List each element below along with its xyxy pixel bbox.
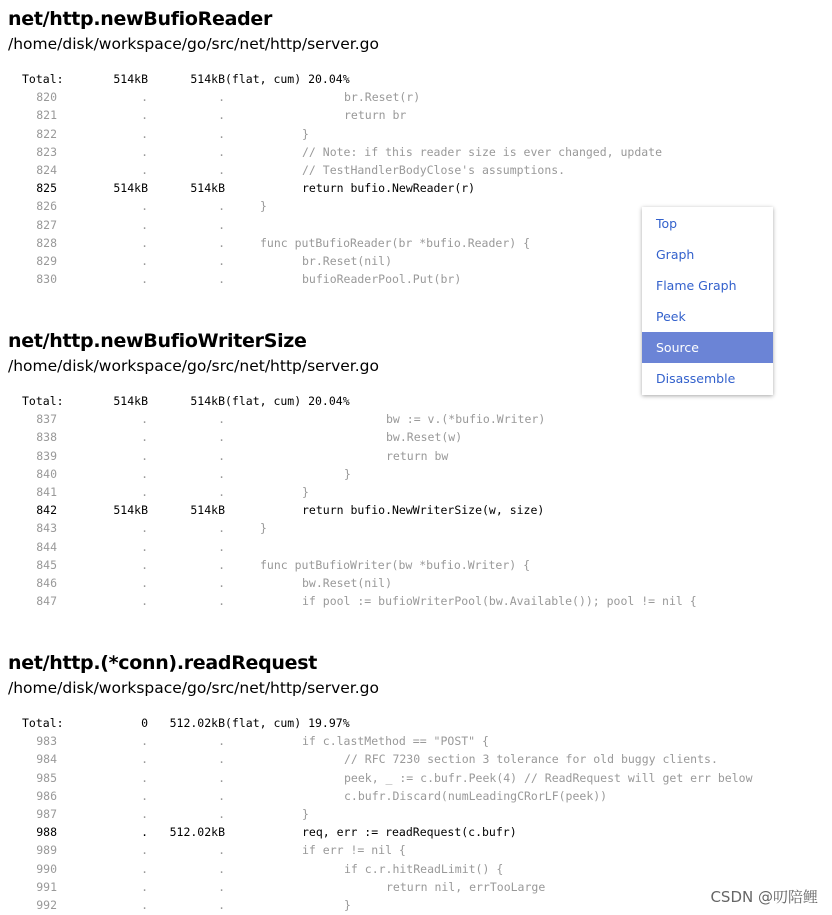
line-number: 822 [36, 126, 57, 141]
flat-value: . [141, 557, 148, 572]
line-number: 820 [36, 90, 57, 105]
source-line [0, 428, 832, 446]
code-text: return bw [386, 448, 449, 463]
source-line [0, 538, 832, 556]
flat-value: . [141, 430, 148, 445]
cum-value: . [218, 557, 225, 572]
cum-value: . [218, 752, 225, 767]
source-line [0, 787, 832, 805]
line-number: 825 [36, 181, 57, 196]
cum-value: . [218, 235, 225, 250]
total-label: Total: [22, 72, 64, 86]
code-text: req, err := readRequest(c.bufr) [302, 825, 517, 840]
source-line [0, 805, 832, 823]
code-text: } [260, 199, 267, 214]
line-number: 838 [36, 430, 57, 445]
total-summary: (flat, cum) 20.04% [225, 394, 350, 408]
code-text: } [260, 521, 267, 536]
flat-value: . [141, 539, 148, 554]
cum-value: . [218, 734, 225, 749]
flat-value: . [141, 843, 148, 858]
flat-value: . [141, 825, 148, 840]
line-number: 823 [36, 144, 57, 159]
line-number: 841 [36, 484, 57, 499]
code-text: } [302, 484, 309, 499]
cum-value: . [218, 484, 225, 499]
line-number: 840 [36, 466, 57, 481]
source-table [0, 392, 832, 610]
view-menu [642, 207, 773, 395]
total-flat: 0 [141, 716, 148, 730]
cum-value: . [218, 253, 225, 268]
line-number: 847 [36, 594, 57, 609]
line-number: 983 [36, 734, 57, 749]
source-line [0, 125, 832, 143]
line-number: 992 [36, 897, 57, 912]
flat-value: . [141, 253, 148, 268]
line-number: 986 [36, 788, 57, 803]
line-number: 828 [36, 235, 57, 250]
cum-value: . [218, 217, 225, 232]
total-summary: (flat, cum) 19.97% [225, 716, 350, 730]
source-line [0, 592, 832, 610]
code-text: } [344, 466, 351, 481]
cum-value: . [218, 575, 225, 590]
cum-value: . [218, 594, 225, 609]
code-text: } [302, 126, 309, 141]
code-text: if c.lastMethod == "POST" { [302, 734, 489, 749]
cum-value: . [218, 466, 225, 481]
flat-value: . [141, 861, 148, 876]
cum-value: . [218, 806, 225, 821]
total-flat: 514kB [113, 394, 148, 408]
total-cum: 514kB [190, 72, 225, 86]
flat-value: . [141, 879, 148, 894]
code-text: bufioReaderPool.Put(br) [302, 272, 462, 287]
flat-value: . [141, 752, 148, 767]
source-line [0, 465, 832, 483]
cum-value: . [218, 108, 225, 123]
code-text: return bufio.NewReader(r) [302, 181, 476, 196]
line-number: 990 [36, 861, 57, 876]
line-number: 845 [36, 557, 57, 572]
flat-value: . [141, 594, 148, 609]
total-summary: (flat, cum) 20.04% [225, 72, 350, 86]
line-number: 829 [36, 253, 57, 268]
cum-value: . [218, 521, 225, 536]
source-line [0, 410, 832, 428]
line-number: 844 [36, 539, 57, 554]
code-text: if pool := bufioWriterPool(bw.Available()); pool != nil { [302, 594, 697, 609]
cum-value: 514kB [190, 181, 225, 196]
total-row [0, 70, 832, 88]
menu-item-graph[interactable]: Graph [656, 247, 695, 262]
cum-value: . [218, 539, 225, 554]
flat-value: . [141, 734, 148, 749]
source-line [0, 574, 832, 592]
flat-value: . [141, 448, 148, 463]
source-file-path: /home/disk/workspace/go/src/net/http/server.go [8, 35, 379, 53]
flat-value: . [141, 484, 148, 499]
flat-value: . [141, 217, 148, 232]
source-line [0, 519, 832, 537]
cum-value: . [218, 788, 225, 803]
source-line [0, 556, 832, 574]
line-number: 839 [36, 448, 57, 463]
source-line [0, 878, 832, 896]
flat-value: . [141, 108, 148, 123]
source-line [0, 483, 832, 501]
total-label: Total: [22, 394, 64, 408]
code-text: return bufio.NewWriterSize(w, size) [302, 503, 545, 518]
code-text: if c.r.hitReadLimit() { [344, 861, 504, 876]
source-line [0, 179, 832, 197]
source-line [0, 860, 832, 878]
code-text: return br [344, 108, 407, 123]
line-number: 827 [36, 217, 57, 232]
line-number: 985 [36, 770, 57, 785]
source-line [0, 896, 832, 914]
cum-value: . [218, 144, 225, 159]
flat-value: . [141, 272, 148, 287]
line-number: 837 [36, 412, 57, 427]
code-text: // RFC 7230 section 3 tolerance for old buggy clients. [344, 752, 718, 767]
watermark: CSDN @叨陪鲤 [710, 888, 818, 906]
source-file-path: /home/disk/workspace/go/src/net/http/server.go [8, 357, 379, 375]
source-line [0, 501, 832, 519]
cum-value: . [218, 843, 225, 858]
cum-value: . [218, 897, 225, 912]
flat-value: . [141, 412, 148, 427]
cum-value: . [218, 861, 225, 876]
flat-value: . [141, 521, 148, 536]
code-text: } [344, 897, 351, 912]
cum-value: . [218, 162, 225, 177]
source-line [0, 750, 832, 768]
code-text: // Note: if this reader size is ever changed, update [302, 144, 663, 159]
code-text: bw.Reset(w) [386, 430, 463, 445]
code-text: func putBufioReader(br *bufio.Reader) { [260, 235, 531, 250]
cum-value: . [218, 430, 225, 445]
line-number: 984 [36, 752, 57, 767]
flat-value: . [141, 235, 148, 250]
flat-value: 514kB [113, 503, 148, 518]
source-line [0, 823, 832, 841]
source-line [0, 732, 832, 750]
flat-value: . [141, 199, 148, 214]
line-number: 842 [36, 503, 57, 518]
source-line [0, 88, 832, 106]
cum-value: . [218, 879, 225, 894]
total-cum: 514kB [190, 394, 225, 408]
cum-value: 512.02kB [169, 825, 225, 840]
flat-value: . [141, 806, 148, 821]
source-line [0, 106, 832, 124]
code-text: return nil, errTooLarge [386, 879, 546, 894]
flat-value: . [141, 144, 148, 159]
cum-value: . [218, 448, 225, 463]
code-text: bw.Reset(nil) [302, 575, 393, 590]
source-line [0, 447, 832, 465]
flat-value: . [141, 575, 148, 590]
cum-value: 514kB [190, 503, 225, 518]
source-table [0, 714, 832, 914]
source-file-path: /home/disk/workspace/go/src/net/http/server.go [8, 679, 379, 697]
flat-value: 514kB [113, 181, 148, 196]
line-number: 830 [36, 272, 57, 287]
code-text: if err != nil { [302, 843, 406, 858]
flat-value: . [141, 126, 148, 141]
line-number: 991 [36, 879, 57, 894]
code-text: } [302, 806, 309, 821]
line-number: 821 [36, 108, 57, 123]
line-number: 989 [36, 843, 57, 858]
menu-item-peek[interactable]: Peek [656, 309, 686, 324]
cum-value: . [218, 126, 225, 141]
code-text: br.Reset(nil) [302, 253, 393, 268]
flat-value: . [141, 90, 148, 105]
function-title: net/http.(*conn).readRequest [8, 652, 318, 674]
code-text: c.bufr.Discard(numLeadingCRorLF(peek)) [344, 788, 608, 803]
code-text: br.Reset(r) [344, 90, 421, 105]
menu-item-flame-graph[interactable]: Flame Graph [656, 278, 737, 293]
flat-value: . [141, 770, 148, 785]
cum-value: . [218, 272, 225, 287]
line-number: 826 [36, 199, 57, 214]
line-number: 846 [36, 575, 57, 590]
code-text: peek, _ := c.bufr.Peek(4) // ReadRequest will get err below [344, 770, 753, 785]
cum-value: . [218, 90, 225, 105]
source-line [0, 841, 832, 859]
menu-item-source[interactable]: Source [642, 332, 773, 363]
cum-value: . [218, 412, 225, 427]
code-text: // TestHandlerBodyClose's assumptions. [302, 162, 566, 177]
function-title: net/http.newBufioReader [8, 8, 273, 30]
line-number: 824 [36, 162, 57, 177]
code-text: bw := v.(*bufio.Writer) [386, 412, 546, 427]
line-number: 988 [36, 825, 57, 840]
function-title: net/http.newBufioWriterSize [8, 330, 307, 352]
flat-value: . [141, 162, 148, 177]
code-text: func putBufioWriter(bw *bufio.Writer) { [260, 557, 531, 572]
line-number: 987 [36, 806, 57, 821]
source-line [0, 161, 832, 179]
line-number: 843 [36, 521, 57, 536]
flat-value: . [141, 788, 148, 803]
source-line [0, 769, 832, 787]
cum-value: . [218, 770, 225, 785]
cum-value: . [218, 199, 225, 214]
total-cum: 512.02kB [169, 716, 225, 730]
source-line [0, 143, 832, 161]
total-flat: 514kB [113, 72, 148, 86]
flat-value: . [141, 897, 148, 912]
total-row [0, 714, 832, 732]
menu-item-top[interactable]: Top [656, 216, 678, 231]
menu-item-disassemble[interactable]: Disassemble [656, 371, 736, 386]
total-label: Total: [22, 716, 64, 730]
flat-value: . [141, 466, 148, 481]
